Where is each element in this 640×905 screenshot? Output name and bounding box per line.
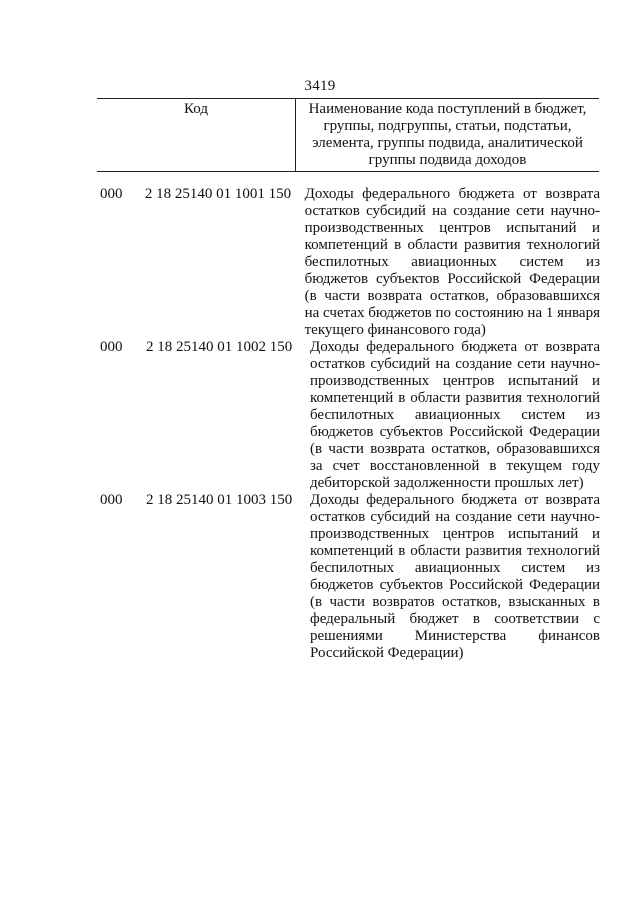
row-admin-code: 000 [100,186,123,202]
page-number: 3419 [304,78,336,94]
row-admin-code: 000 [100,492,123,508]
description-line: бюджетов субъектов Российской Федерации [304,271,600,287]
table-header [97,98,599,172]
description-line: остатков субсидий на создание сети научно- [310,509,600,525]
description-line: остатков субсидий на создание сети научно- [310,356,600,372]
description-line: беспилотных авиационных систем из [304,254,600,270]
description-line: остатков субсидий на создание сети научно- [304,203,600,219]
description-line: беспилотных авиационных систем из [310,407,600,423]
description-line: производственных центров испытаний и [310,373,600,389]
description-line: бюджетов субъектов Российской Федерации [310,577,600,593]
row-income-code: 2 18 25140 01 1003 150 [146,492,293,508]
table-row [100,492,600,662]
row-income-code: 2 18 25140 01 1001 150 [144,186,292,202]
description-line: федеральный бюджет в соответствии с [310,611,600,627]
row-description [305,186,600,339]
description-line: беспилотных авиационных систем из [310,560,600,576]
header-name-line: группы, подгруппы, статьи, подстатьи, [323,118,572,134]
description-line: (в части возврата остатков, образовавшихся [310,441,600,457]
table-row [100,186,600,339]
header-name-line: группы подвида доходов [368,152,527,168]
description-line: Российской Федерации) [310,645,464,661]
description-line: решениями Министерства финансов [310,628,600,644]
description-line: бюджетов субъектов Российской Федерации [310,424,600,440]
description-line: (в части возвратов остатков, взысканных в [310,594,600,610]
description-line: компетенций в области развития технологий [310,543,600,559]
description-line: производственных центров испытаний и [304,220,600,236]
description-line: компетенций в области развития технологий [304,237,600,253]
description-line: дебиторской задолженности прошлых лет) [310,475,584,491]
row-description [310,492,600,662]
table-row [100,339,600,492]
description-line: Доходы федерального бюджета от возврата [310,339,600,355]
row-income-code: 2 18 25140 01 1002 150 [146,339,293,355]
description-line: текущего финансового года) [304,322,486,338]
description-line: (в части возврата остатков, образовавшихся [304,288,600,304]
description-line: компетенций в области развития технологий [310,390,600,406]
header-name-line: Наименование кода поступлений в бюджет, [308,101,587,117]
description-line: производственных центров испытаний и [310,526,600,542]
row-description [310,339,600,492]
row-admin-code: 000 [100,339,123,355]
description-line: Доходы федерального бюджета от возврата [310,492,600,508]
header-name-column [296,99,599,171]
description-line: Доходы федерального бюджета от возврата [304,186,600,202]
description-line: на счетах бюджетов по состоянию на 1 января [304,305,600,321]
table-body [100,186,600,662]
description-line: за счет восстановленной в текущем году [310,458,600,474]
header-code-column: Код [97,99,296,171]
header-name-line: элемента, группы подвида, аналитической [312,135,583,151]
